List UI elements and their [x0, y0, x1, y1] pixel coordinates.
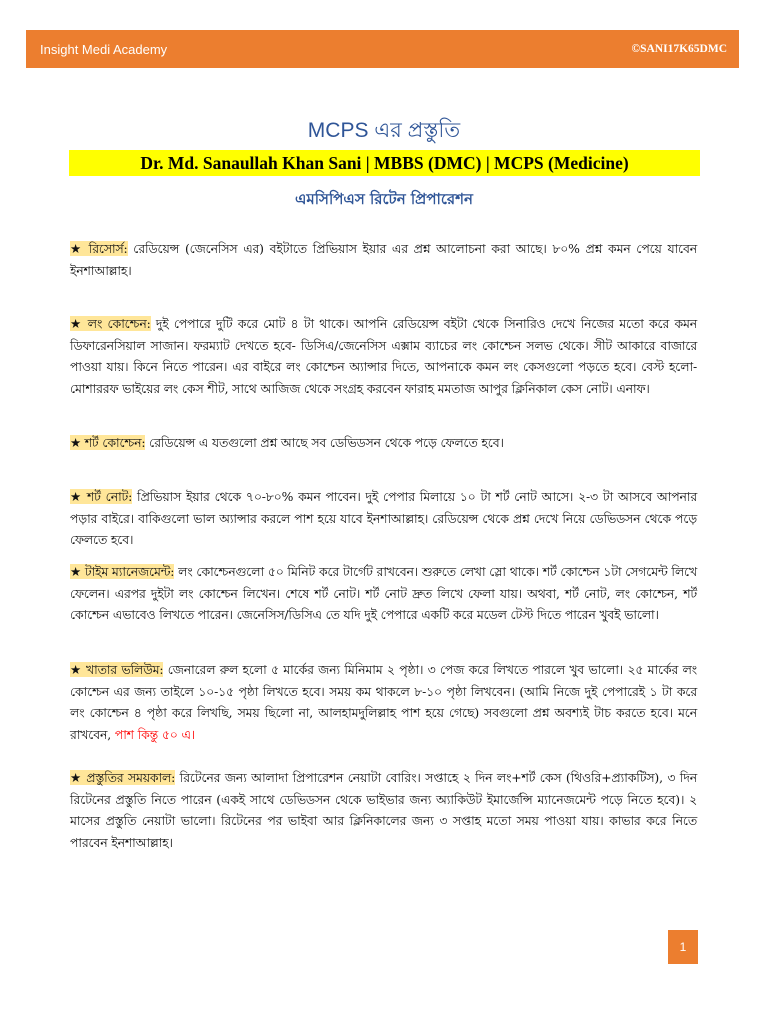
section-short-note	[70, 486, 697, 551]
section-label: ★ লং কোশ্চেন:	[70, 316, 151, 331]
section-script-volume	[70, 659, 697, 745]
section-text: রেডিয়েন্স (জেনেসিস এর) বইটাতে প্রিভিয়াস ইয়ার এর প্রশ্ন আলোচনা করা আছে। ৮০% প্রশ্ন কমন পেয়ে যাবেন ইনশাআল্লাহ।	[70, 241, 698, 278]
section-text: জেনারেল রুল হলো ৫ মার্কের জন্য মিনিমাম ২ পৃষ্ঠা। ৩ পেজ করে লিখতে পারলে খুব ভালো। ২৫ মার্কের লং কোশ্চেন এর জন্য তাইলে ১০-১৫ পৃষ্ঠা লিখতে হবে। সময় কম থাকলে ৮-১০ পৃষ্ঠা লিখবেন। (আমি নিজে দুই পেপারেই ১ টা করে লং কোশ্চেন ৪ পৃষ্ঠা করে লিখছি, সময় ছিলো না, আলহামদুলিল্লাহ পাশ হয়ে গেছে) সবগুলো প্রশ্ন অবশ্যই টাচ করতে হবে। মনে রাখবেন,	[70, 662, 697, 742]
section-text: দুই পেপারে দুটি করে মোট ৪ টা থাকে। আপনি রেডিয়েন্স বইটা থেকে সিনারিও দেখে নিজের মতো করে কমন ডিফারেনসিয়াল সাজান। ফরম্যাট দেখতে হবে- ডিসিএ/জেনেসিস এক্সাম ব্যাচের লং কোশ্চেন সলভ থেকে। সীট আকারে বাজারে পাওয়া যায়। কিনে নিতে পারেন। এর বাইরে লং কোশ্চেন অ্যান্সার দিতে, আপনাকে কমন লং কেসগুলো পড়তে হবে। বেস্ট হলো- মোশাররফ ভাইয়ের লং কেস শীট, সাথে আজিজ থেকে সংগ্রহ করবেন ফারাহ মমতাজ আপুর ক্লিনিকাল কেস নোট। এনাফ।	[70, 316, 697, 396]
section-resource	[70, 238, 697, 281]
section-long-question	[70, 313, 697, 399]
section-label: ★ রিসোর্স:	[70, 241, 128, 256]
page-number: 1	[668, 930, 698, 964]
section-label: ★ টাইম ম্যানেজমেন্ট:	[70, 564, 175, 579]
section-text: রিটেনের জন্য আলাদা প্রিপারেশন নেয়াটা বোরিং। সপ্তাহে ২ দিন লং+শর্ট কেস (থিওরি+প্র্যাকটিস), ৩ দিন রিটেনের প্রস্তুতি নিতে পারেন (একই সাথে ডেভিডসন থেকে ভাইভার জন্য অ্যাকিউট ইমার্জেন্সি ম্যানেজমেন্ট পড়ে নিতে হবে)। ২ মাসের প্রস্তুতি নেয়াটা ভালো। রিটেনের পর ভাইবা আর ক্লিনিকালের জন্য ৩ সপ্তাহ মতো সময় পাওয়া যায়। কাভার করে নিতে পারবেন ইনশাআল্লাহ।	[70, 770, 698, 850]
section-text: রেডিয়েন্স এ যতগুলো প্রশ্ন আছে সব ডেভিডসন থেকে পড়ে ফেলতে হবে।	[145, 435, 504, 450]
copyright-code: ©SANI17K65DMC	[631, 43, 727, 55]
author-band	[69, 150, 700, 176]
section-time-management	[70, 561, 697, 626]
academy-name: Insight Medi Academy	[40, 41, 168, 57]
author-line: Dr. Md. Sanaullah Khan Sani | MBBS (DMC) | MCPS (Medicine)	[140, 152, 629, 173]
header-bar	[26, 30, 739, 68]
page-title: MCPS এর প্রস্তুতি	[307, 119, 461, 142]
section-text: প্রিভিয়াস ইয়ার থেকে ৭০-৮০% কমন পাবেন। দুই পেপার মিলায়ে ১০ টা শর্ট নোট আসে। ২-৩ টা আসবে আপনার পড়ার বাইরে। বাকিগুলো ভাল অ্যান্সার করলে পাশ হয়ে যাবে ইনশাআল্লাহ। রেডিয়েন্স থেকে প্রশ্ন দেখে নিয়ে ডেভিডসন থেকে পড়ে ফেলতে হবে।	[70, 489, 697, 547]
section-label: ★ প্রস্তুতির সময়কাল:	[70, 770, 176, 785]
page-subtitle: এমসিপিএস রিটেন প্রিপারেশন	[295, 190, 473, 208]
section-short-question	[70, 432, 697, 454]
section-text: লং কোশ্চেনগুলো ৫০ মিনিট করে টার্গেট রাখবেন। শুরুতে লেখা স্লো থাকে। শর্ট কোশ্চেন ১টা সেগমেন্ট লিখে ফেলেন। এরপর দুইটা লং কোশ্চেন লিখেন। শেষে শর্ট নোট। শর্ট নোট দ্রুত লিখে ফেলা যায়। অথবা, শর্ট নোট, লং কোশ্চেন, শর্ট কোশ্চেন এভাবেও লিখতে পারেন। জেনেসিস/ডিসিএ তে যদি দুই পেপারে একটি করে মডেল টেস্ট দিতে পারেন খুবই ভালো।	[70, 564, 697, 622]
section-label: ★ খাতার ভলিউম:	[70, 662, 164, 677]
pass-mark-note: পাশ কিন্তু ৫০ এ।	[114, 726, 196, 742]
section-label: ★ শর্ট কোশ্চেন:	[70, 435, 146, 450]
section-preparation-period	[70, 767, 697, 853]
section-label: ★ শর্ট নোট:	[70, 489, 133, 504]
